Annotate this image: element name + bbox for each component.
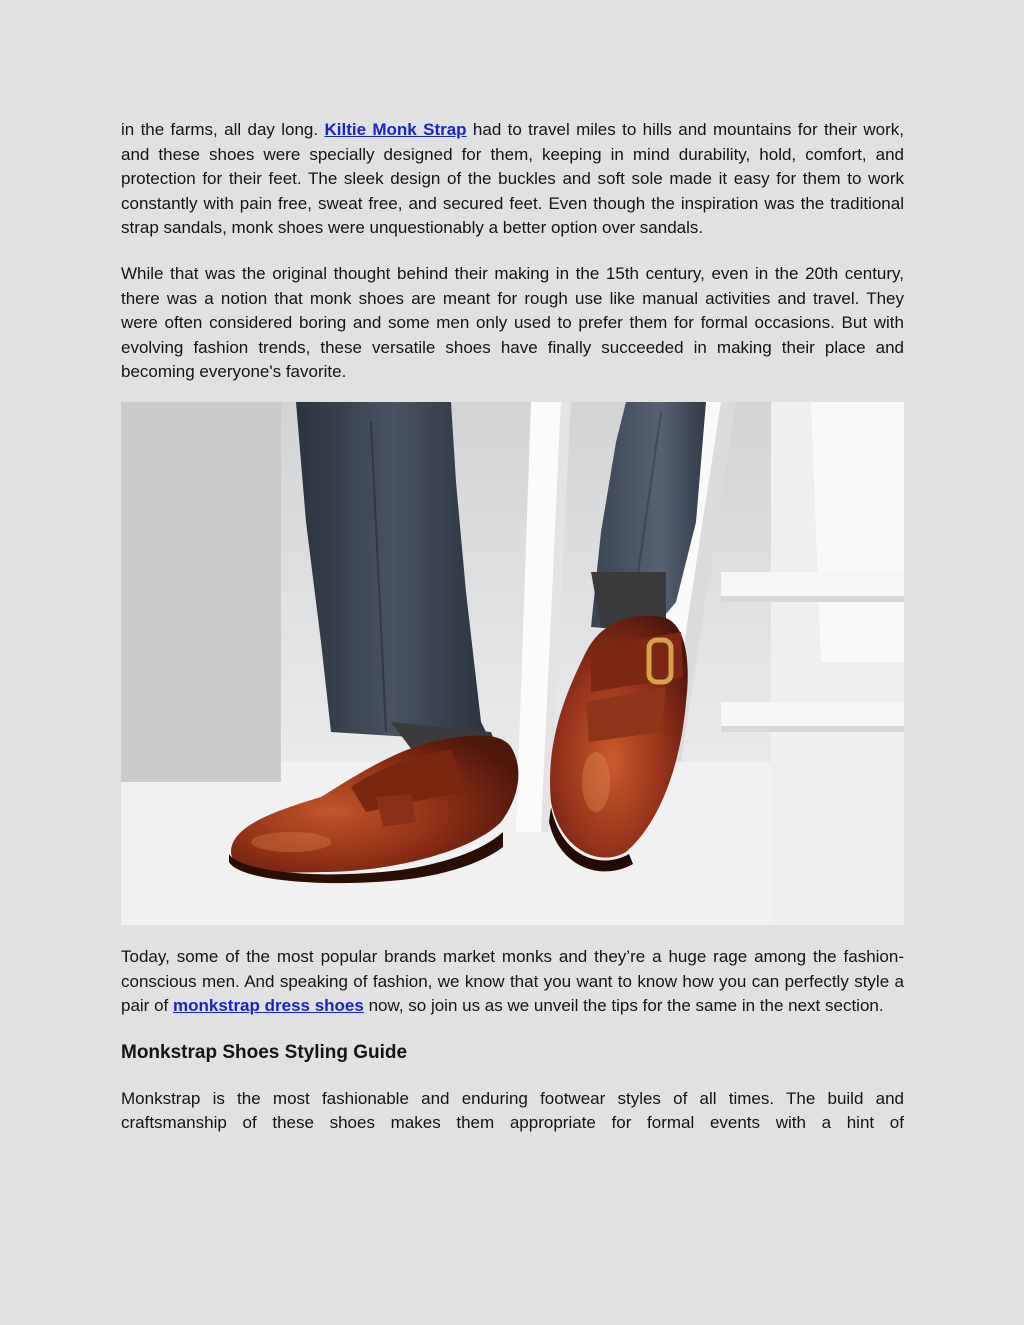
kiltie-monk-strap-link[interactable]: Kiltie Monk Strap xyxy=(324,120,467,139)
document-content xyxy=(121,118,904,1136)
monkstrap-dress-shoes-link[interactable]: monkstrap dress shoes xyxy=(172,996,364,1016)
paragraph-text: now, so join us as we unveil the tips for the same in the next section. xyxy=(363,996,884,1016)
paragraph-text: had to travel miles to hills and mountains for their work, and these shoes were specially designed for them, keeping in mind durability, hold, comfort, and protection for their feet. The sleek design of the buckles and soft sole made it easy for them to work constantly with pain free, sweat free, and secured feet. Even though the inspiration was the traditional strap sandals, monk shoes were unquestionably a better option over sandals. xyxy=(121,120,904,238)
paragraph: While that was the original thought behind their making in the 15th century, even in the 20th century, there was a notion that monk shoes are meant for rough use like manual activities and travel. They were often considered boring and some men only used to prefer them for formal occasions. But with evolving fashion trends, these versatile shoes have finally succeeded in making their place and becoming everyone's favorite. xyxy=(121,263,904,382)
paragraph-text: Today, some of the most popular brands market monks and they’re a huge rage among the fashion-conscious men. And speaking of fashion, we know that you want to know how you can perfectly style a pair of xyxy=(121,946,904,1016)
paragraph-text: in the farms, all day long. xyxy=(121,120,325,139)
paragraph: Monkstrap is the most fashionable and enduring footwear styles of all times. The build and craftsmanship of these shoes makes them appropriate for formal events with a hint of xyxy=(121,1088,904,1133)
section-heading: Monkstrap Shoes Styling Guide xyxy=(121,1041,408,1063)
paragraph xyxy=(121,118,904,241)
paragraph xyxy=(121,945,904,1019)
monkstrap-shoes-photo xyxy=(121,402,904,925)
